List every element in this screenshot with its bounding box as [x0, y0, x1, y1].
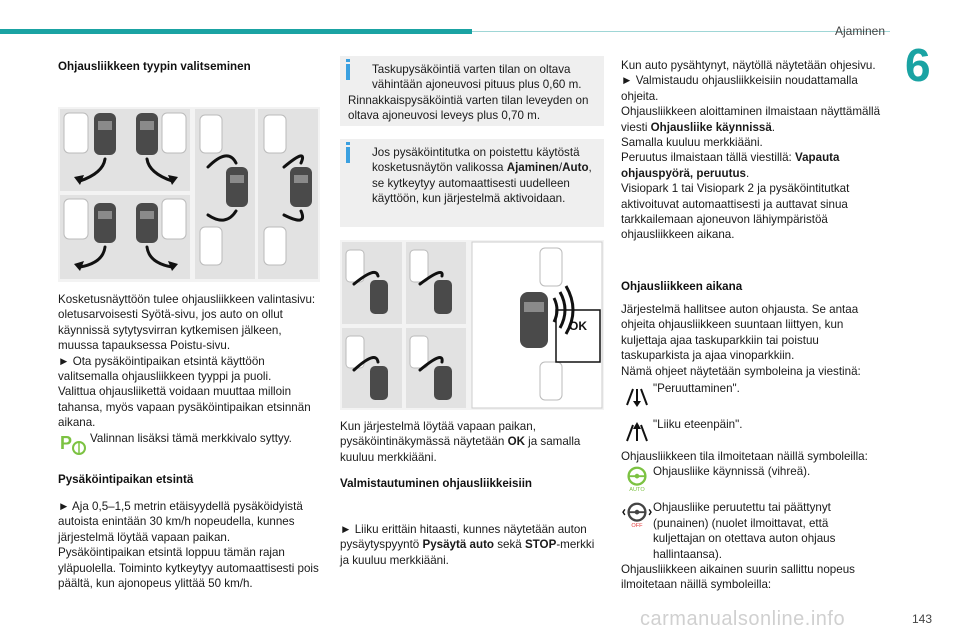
forward-arrow-icon	[621, 417, 653, 445]
menu-path: Ajaminen	[506, 161, 559, 175]
off-label: OFF	[631, 523, 643, 529]
section-title-preparation: Valmistautuminen ohjausliikkeisiin	[340, 477, 532, 490]
symbol-label-forward: "Liiku eteenpäin".	[653, 418, 743, 432]
header-rule	[472, 31, 890, 32]
menu-path: Auto	[562, 161, 589, 175]
separator: /	[558, 161, 563, 175]
paragraph	[621, 104, 883, 135]
watermark: carmanualsonline.info	[640, 608, 846, 630]
release-wheel-text: Vapauta ohjauspyörä, peruutus	[621, 151, 840, 180]
text: , se kytkeytyy automaattisesti uudelleen käyttöön, kun järjestelmä aktivoidaan.	[372, 161, 592, 206]
page-number: 143	[912, 612, 933, 626]
paragraph	[340, 419, 604, 465]
paragraph: Järjestelmä hallitsee auton ohjausta. Se antaa ohjeita ohjausliikkeen suuntaan liittyen, kun kuljettaja ajaa taskuparkkiin tai poistuu taskuparkista ja ajaa vinoparkkiin.	[621, 303, 859, 363]
maneuver-in-progress-text: Ohjausliike käynnissä	[650, 120, 772, 134]
paragraph	[621, 150, 883, 181]
symbol-label-maneuver-active: Ohjausliike käynnissä (vihreä).	[653, 465, 811, 479]
text: .	[745, 166, 750, 180]
steering-off-red-icon	[621, 500, 653, 528]
paragraph: Valittua ohjausliikettä voidaan muuttaa milloin tahansa, myös vapaan pysäköintipaikan etsinnän aikana.	[58, 385, 311, 430]
text: Peruutus ilmaistaan tällä viestillä:	[621, 151, 795, 165]
paragraph: Kun auto pysähtynyt, näytöllä näytetään ohjesivu.	[621, 59, 876, 72]
symbol-label-maneuver-cancelled: Ohjausliike peruutettu tai päättynyt (punainen) (nuolet ilmoittavat, että kuljettajan on otettava auton ohjaus hallintaansa).	[653, 501, 836, 561]
info-box-space-requirements	[340, 56, 604, 126]
section-title-maneuver-type: Ohjausliikkeen tyypin valitseminen	[58, 60, 251, 73]
paragraph: Pysäköintipaikan etsintä loppuu tämän rajan yläpuolella. Toiminto kytkeytyy automaattisesti pois päältä, kun ajonopeus ylittää 50 km/h.	[58, 546, 319, 591]
section-title-during-maneuver: Ohjausliikkeen aikana	[621, 280, 743, 293]
paragraph: Nämä ohjeet näytetään symboleina ja viestinä:	[621, 364, 861, 378]
reverse-arrow-icon	[621, 381, 653, 409]
paragraph: ► Ota pysäköintipaikan etsintä käyttöön valitsemalla ohjausliikkeen tyyppi ja puoli.	[58, 354, 272, 384]
paragraph: ► Aja 0,5–1,5 metrin etäisyydellä pysäköidyistä autoista enintään 30 km/h nopeudella, kunnes järjestelmä löytää vapaan paikan.	[58, 500, 303, 544]
text: ► Liiku erittäin hitaasti, kunnes näytetään auton pysäytyspyyntö	[340, 523, 587, 552]
text: Jos pysäköintitutka on poistettu käytöstä kosketusnäytön valikossa	[372, 146, 580, 175]
stop-car-text: Pysäytä auto	[422, 538, 495, 552]
paragraph: Valinnan lisäksi tämä merkkivalo syttyy.	[90, 431, 292, 445]
paragraph: ► Valmistaudu ohjausliikkeisiin noudattamalla ohjeita.	[621, 74, 858, 103]
text: Ohjausliikkeen aloittaminen ilmaistaan näyttämällä viesti	[621, 105, 881, 134]
paragraph: Ohjausliikkeen aikainen suurin sallittu nopeus ilmoitetaan näillä symboleilla:	[621, 563, 855, 592]
info-icon	[346, 147, 350, 163]
svg-text:P: P	[60, 432, 73, 453]
symbol-label-reverse: "Peruuttaminen".	[653, 382, 740, 396]
chapter-number: 6	[905, 39, 931, 91]
paragraph: Rinnakkaispysäköintiä varten tilan leveyden on oltava ajoneuvosi leveys plus 0,70 m.	[348, 93, 589, 123]
paragraph: Ohjausliikkeen tila ilmoitetaan näillä symboleilla:	[621, 450, 868, 464]
paragraph: Samalla kuuluu merkkiääni.	[621, 136, 763, 150]
text: ja samalla kuuluu merkkiääni.	[340, 435, 581, 464]
text: -merkki ja kuuluu merkkiääni.	[340, 538, 595, 567]
paragraph: Taskupysäköintiä varten tilan on oltava vähintään ajoneuvosi pituus plus 0,60 m.	[372, 63, 582, 92]
steering-auto-green-icon	[621, 464, 653, 492]
paragraph: Kosketusnäyttöön tulee ohjausliikkeen valintasivu: oletusarvoisesti Syötä-sivu, jos auto on ollut käynnissä sytytysvirran kytkemisen jälkeen, muussa tapauksessa Poistu-sivu.	[58, 293, 316, 353]
text: .	[771, 120, 776, 134]
text: Kun järjestelmä löytää vapaan paikan, pysäköintinäkymässä näytetään	[340, 420, 536, 449]
info-icon	[346, 64, 350, 80]
header-accent-bar	[0, 29, 472, 34]
paragraph: Visiopark 1 tai Visiopark 2 ja pysäköintitutkat aktivoituvat automaattisesti ja auttavat sinua tarkkailemaan ajoneuvon lähiympäristöä ohjausliikkeen aikana.	[621, 182, 850, 242]
info-box-parking-sensors	[340, 139, 604, 227]
parking-assist-indicator-icon	[58, 431, 90, 457]
paragraph	[340, 522, 604, 568]
chapter-title: Ajaminen	[834, 24, 885, 38]
stop-text: STOP	[524, 538, 557, 552]
ok-text: OK	[507, 435, 525, 449]
section-title-space-search: Pysäköintipaikan etsintä	[58, 473, 194, 486]
ok-label: OK	[569, 319, 587, 333]
text: sekä	[494, 538, 525, 552]
auto-label: AUTO	[629, 487, 645, 493]
